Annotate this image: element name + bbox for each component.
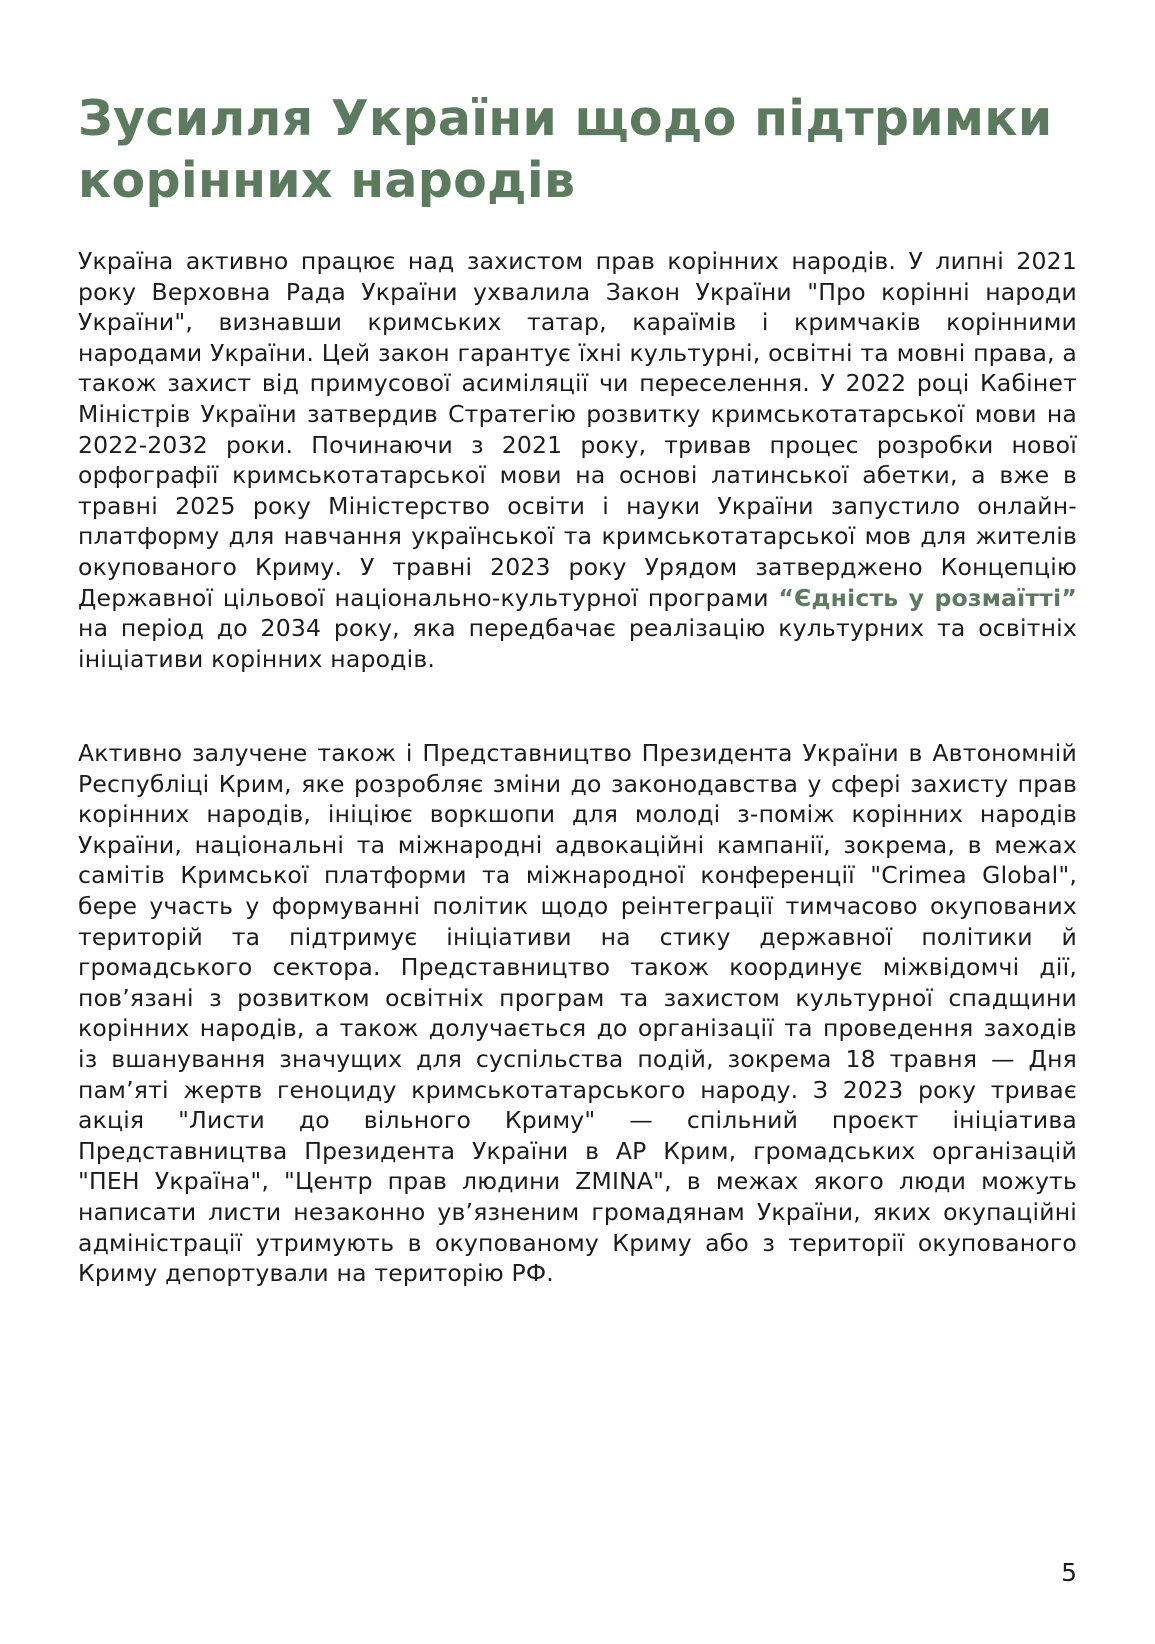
- paragraph-text: Україна активно працює над захистом прав корінних народів. У липні 2021 року Верховна Рада України ухвалила Закон України "Про корінні народи України", визнавши кримських татар, караїмів і кримчаків корінними народами України. Цей закон гарантує їхні культурні, освітні та мовні права, а також захист від примусової асиміляції чи переселення. У 2022 році Кабінет Міністрів України затвердив Стратегію розвитку кримськотатарської мови на 2022-2032 роки. Починаючи з 2021 року, тривав процес розробки нової орфографії кримськотатарської мови на основі латинської абетки, а вже в травні 2025 року Міністерство освіти і науки України запустило онлайн-платформу для навчання української та кримськотатарської мов для жителів окупованого Криму. У травні 2023 року Урядом затверджено Концепцію Державної цільової національно-культурної програми: [78, 247, 1077, 612]
- page-number: 5: [1061, 1558, 1077, 1587]
- paragraph-text: на період до 2034 року, яка передбачає реалізацію культурних та освітніх ініціативи корінних народів.: [78, 614, 1077, 673]
- paragraph-legislation: [78, 246, 1077, 674]
- paragraph-representation: Активно залучене також і Представництво Президента України в Автономній Республіці Крим, яке розробляє зміни до законодавства у сфері захисту прав корінних народів, ініціює воркшопи для молоді з-поміж корінних народів України, національні та міжнародні адвокаційні кампанії, зокрема, в межах самітів Кримської платформи та міжнародної конференції "Crimea Global", бере участь у формуванні політик щодо реінтеграції тимчасово окупованих територій та підтримує ініціативи на стику державної політики й громадського сектора. Представництво також координує міжвідомчі дії, пов’язані з розвитком освітніх програм та захистом культурної спадщини корінних народів, а також долучається до організації та проведення заходів із вшанування значущих для суспільства подій, зокрема 18 травня — Дня пам’яті жертв геноциду кримськотатарського народу. З 2023 року триває акція "Листи до вільного Криму" — спільний проєкт ініціатива Представництва Президента України в АР Крим, громадських організацій "ПЕН Україна", "Центр прав людини ZMINA", в межах якого люди можуть написати листи незаконно ув’язненим громадянам України, яких окупаційні адміністрації утримують в окупованому Криму або з території окупованого Криму депортували на територію РФ.: [78, 739, 1077, 1288]
- program-name-highlight: “Єдність у розмаїтті”: [778, 583, 1077, 612]
- page-title: Зусилля України щодо підтримки корінних народів: [78, 90, 1053, 209]
